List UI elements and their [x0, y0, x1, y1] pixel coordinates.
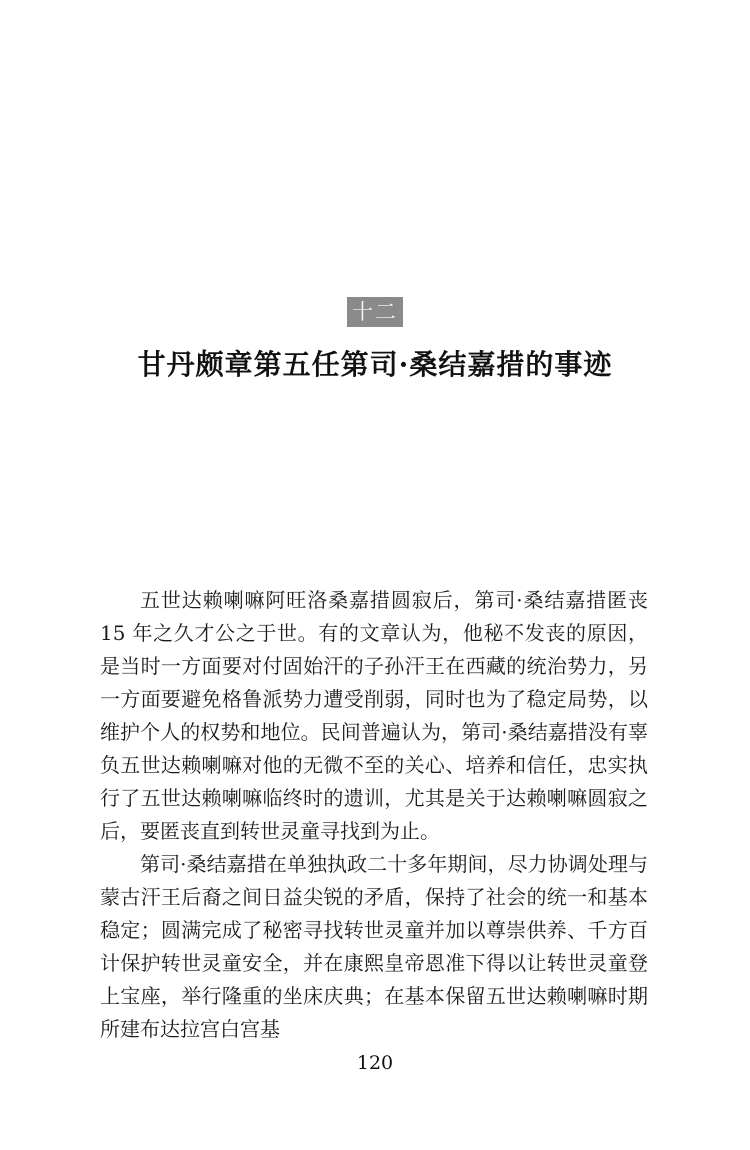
chapter-number-badge: 十二: [347, 297, 403, 327]
body-paragraph: 五世达赖喇嘛阿旺洛桑嘉措圆寂后，第司·桑结嘉措匿丧 15 年之久才公之于世。有的文章认为，他秘不发丧的原因，是当时一方面要对付固始汗的子孙汗王在西藏的统治势力，另一方面要避免格鲁派势力遭受削弱，同时也为了稳定局势，以维护个人的权势和地位。民间普遍认为，第司·桑结嘉措没有辜负五世达赖喇嘛对他的无微不至的关心、培养和信任，忠实执行了五世达赖喇嘛临终时的遗训，尤其是关于达赖喇嘛圆寂之后，要匿丧直到转世灵童寻找到为止。: [100, 588, 648, 843]
chapter-number-badge-row: [0, 297, 750, 327]
page-number: 120: [356, 1052, 394, 1074]
body-paragraph: 第司·桑结嘉措在单独执政二十多年期间，尽力协调处理与蒙古汗王后裔之间日益尖锐的矛盾，保持了社会的统一和基本稳定；圆满完成了秘密寻找转世灵童并加以尊崇供养、千方百计保护转世灵童安全，并在康熙皇帝恩准下得以让转世灵童登上宝座，举行隆重的坐床庆典；在基本保留五世达赖喇嘛时期所建布达拉宫白宫基: [100, 852, 648, 1041]
chapter-title: 甘丹颇章第五任第司·桑结嘉措的事迹: [137, 348, 613, 381]
chapter-body: [100, 584, 648, 1046]
